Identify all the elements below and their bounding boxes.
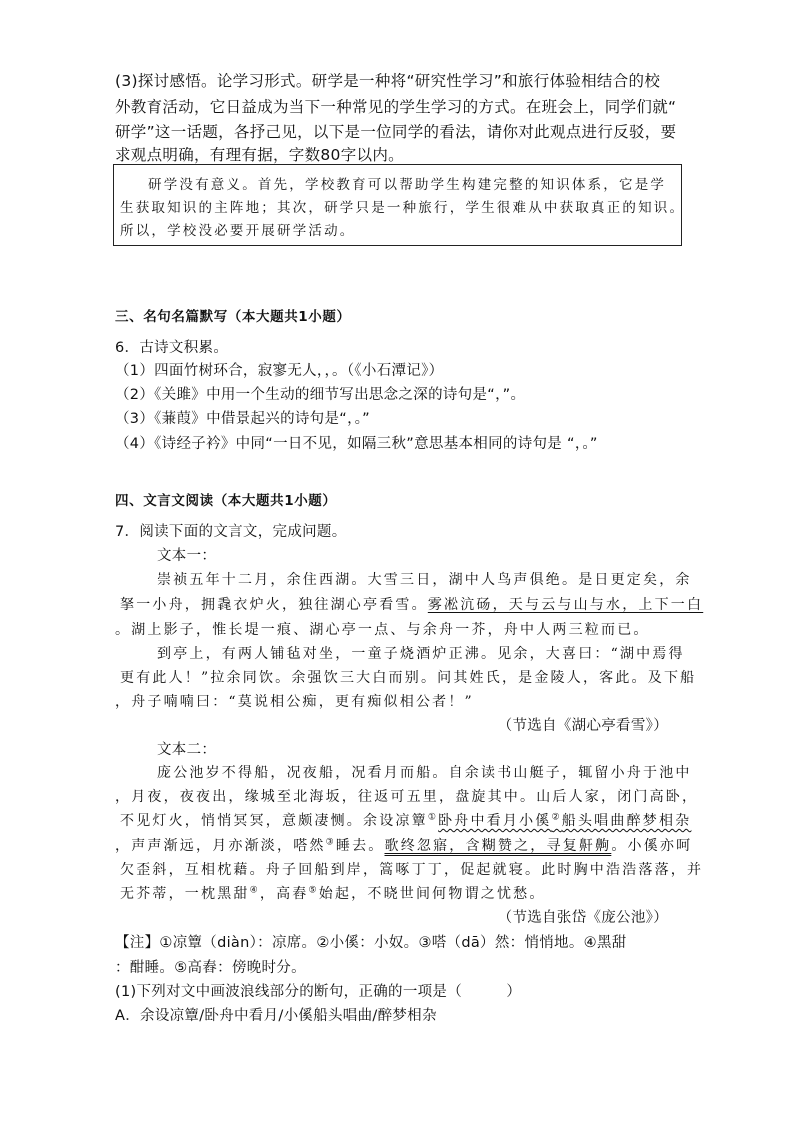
question-7: 7．阅读下面的文言文，完成问题。	[115, 524, 347, 540]
viewpoint-line-1: 研学没有意义。首先，学校教育可以帮助学生构建完整的知识体系，它是学	[148, 177, 667, 193]
sub-question-1: (1)下列对文中画波浪线部分的断句，正确的一项是（ ）	[115, 984, 522, 1000]
text-2-line-4: ，声声渐远，月亦渐淡，嗒然③睡去。歌终忽寤，含糊赞之，寻复鼾齁。小傒亦呵	[115, 837, 693, 854]
text-2-label: 文本二：	[157, 742, 217, 758]
text-1-line-4: 到亭上，有两人铺毡对坐，一童子烧酒炉正沸。见余，大喜曰：“湖中焉得	[157, 646, 685, 662]
wavy-underlined-phrase: 卧舟中看月小傒②船头唱曲醉梦相杂	[438, 812, 692, 829]
section-3-heading: 三、名句名篇默写（本大题共1小题）	[115, 309, 351, 325]
text-1-label: 文本一：	[157, 548, 217, 564]
question-6-item-3: （3）《蒹葭》中借景起兴的诗句是“，。”	[115, 411, 370, 427]
text-1-line-5: 更有此人！”拉余同饮。余强饮三大白而别。问其姓氏，是金陵人，客此。及下船	[120, 670, 697, 686]
text-2-line-1: 庞公池岁不得船，况夜船，况看月而船。自余读书山艇子，辄留小舟于池中	[157, 765, 692, 781]
note-marker-1: ①	[427, 812, 439, 823]
note-marker-4: ④	[249, 885, 260, 896]
text-2-source: （节选自张岱《庞公池》）	[497, 910, 668, 926]
viewpoint-line-2: 生获取知识的主阵地；其次，研学只是一种旅行，学生很难从中获取真正的知识。	[120, 200, 686, 216]
notes-line-2: ：酣睡。⑤高舂：傍晚时分。	[115, 960, 306, 976]
text-1-line-1: 崇祯五年十二月，余住西湖。大雪三日，湖中人鸟声俱绝。是日更定矣，余	[157, 572, 692, 588]
text-1-line-6: ，舟子喃喃曰：“莫说相公痴，更有痴似相公者！”	[115, 694, 474, 710]
option-a: A．余设凉簟/卧舟中看月/小傒船头唱曲/醉梦相杂	[115, 1008, 437, 1024]
section-4-heading: 四、文言文阅读（本大题共1小题）	[115, 493, 337, 509]
q3-line-1: (3)探讨感悟。论学习形式。研学是一种将“研究性学习”和旅行体验相结合的校	[115, 72, 661, 90]
text-1-line-2: 拏一小舟，拥毳衣炉火，独往湖心亭看雪。雾凇沆砀，天与云与山与水，上下一白	[120, 597, 704, 613]
q3-line-3: 研学”这一话题，各抒己见，以下是一位同学的看法，请你对此观点进行反驳，要	[115, 123, 677, 141]
question-6-item-4: （4）《诗经子衿》中同“一日不见，如隔三秋”意思基本相同的诗句是 “，。”	[115, 436, 598, 452]
note-marker-5: ⑤	[308, 885, 319, 896]
q3-line-2: 外教育活动，它日益成为当下一种常见的学生学习的方式。在班会上，同学们就“	[115, 98, 677, 116]
text-2-line-2: ，月夜，夜夜出，缘城至北海坂，往返可五里，盘旋其中。山后人家，闭门高卧，	[115, 789, 699, 805]
q3-line-4: 求观点明确，有理有据，字数80字以内。	[115, 146, 404, 164]
double-underlined-phrase: 歌终忽寤，含糊赞之，寻复鼾齁	[384, 838, 612, 854]
note-marker-2: ②	[551, 812, 562, 823]
text-1-source: （节选自《湖心亭看雪》）	[497, 718, 668, 734]
question-6-item-2: （2）《关雎》中用一个生动的细节写出思念之深的诗句是“，”。	[115, 387, 526, 403]
question-6-item-1: （1）四面竹树环合，寂寥无人，，。（《小石潭记》）	[115, 363, 444, 379]
text-1-line-3: 。湖上影子，惟长堤一痕、湖心亭一点、与余舟一芥，舟中人两三粒而已。	[115, 622, 650, 638]
viewpoint-line-3: 所以，学校没必要开展研学活动。	[120, 223, 356, 239]
text-2-line-6: 无芥蒂，一枕黑甜④，高舂⑤始起，不晓世间何物谓之忧愁。	[120, 885, 546, 902]
question-6: 6．古诗文积累。	[115, 340, 229, 356]
note-marker-3: ③	[325, 837, 336, 848]
underlined-phrase: 雾凇沆砀，天与云与山与水，上下一白	[427, 597, 704, 613]
notes-line-1: 【注】①凉簟（diàn）：凉席。②小傒：小奴。③嗒（dā）然：悄悄地。④黑甜	[115, 935, 627, 951]
text-2-line-5: 欠歪斜，互相枕藉。舟子回船到岸，篙啄丁丁，促起就寝。此时胸中浩浩落落，并	[120, 862, 704, 878]
text-2-line-3: 不见灯火，悄悄冥冥，意颇凄恻。余设凉簟①卧舟中看月小傒②船头唱曲醉梦相杂	[120, 812, 692, 829]
